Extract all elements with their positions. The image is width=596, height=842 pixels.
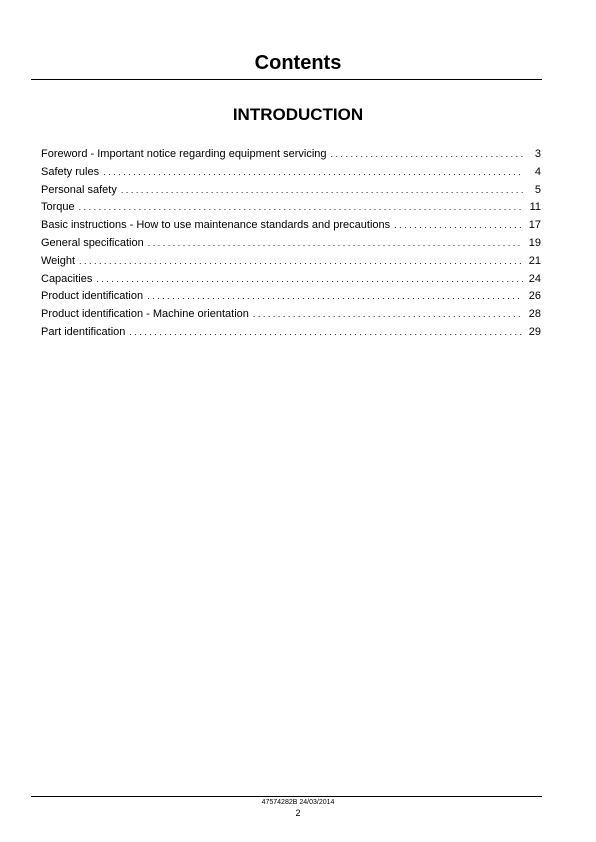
toc-entry-label: General specification xyxy=(41,236,144,249)
toc-entry-page: 26 xyxy=(528,290,541,303)
toc-entry-label: Personal safety xyxy=(41,183,117,196)
toc-entry-label: Weight xyxy=(41,254,76,267)
dot-leader xyxy=(394,217,523,235)
dot-leader xyxy=(96,271,523,289)
toc-entry-label: Torque xyxy=(41,201,75,214)
toc-entry-page: 19 xyxy=(528,236,541,249)
footer-divider xyxy=(31,796,542,797)
toc-entry-label: Foreword - Important notice regarding equipment servicing xyxy=(41,148,327,160)
dot-leader xyxy=(253,306,523,324)
document-code: 47574282B 24/03/2014 xyxy=(261,799,335,806)
toc-entry-label: Capacities xyxy=(41,272,93,285)
dot-leader xyxy=(129,324,523,342)
toc-entry-label: Product identification xyxy=(41,290,144,303)
toc-entry-label: Part identification xyxy=(41,325,126,338)
page-number: 2 xyxy=(295,808,301,818)
toc-entry-label: Product identification - Machine orientation xyxy=(41,308,249,321)
toc-entry-label: Basic instructions - How to use maintenance standards and precautions xyxy=(41,219,391,232)
page-title: Contents xyxy=(254,52,342,74)
header-divider xyxy=(31,79,542,80)
dot-leader xyxy=(103,164,523,182)
toc-entry-basic-instructions[interactable] xyxy=(41,217,541,235)
dot-leader xyxy=(147,288,523,306)
toc-entry-page: 29 xyxy=(528,325,541,338)
toc-entry-machine-orientation[interactable] xyxy=(41,306,541,324)
toc-entry-torque[interactable] xyxy=(41,199,541,217)
toc-entry-general-specification[interactable] xyxy=(41,235,541,253)
toc-entry-weight[interactable] xyxy=(41,253,541,271)
dot-leader xyxy=(148,235,523,253)
toc-entry-label: Safety rules xyxy=(41,165,100,178)
toc-entry-page: 4 xyxy=(534,165,541,178)
toc-entry-page: 17 xyxy=(528,219,541,232)
toc-entry-safety-rules[interactable] xyxy=(41,164,541,182)
toc-entry-page: 28 xyxy=(528,308,541,321)
dot-leader xyxy=(331,146,523,164)
toc-entry-page: 11 xyxy=(529,201,541,214)
dot-leader xyxy=(121,182,523,200)
dot-leader xyxy=(79,253,523,271)
toc-entry-capacities[interactable] xyxy=(41,271,541,289)
table-of-contents xyxy=(41,146,541,342)
toc-entry-part-identification[interactable] xyxy=(41,324,541,342)
toc-entry-product-identification[interactable] xyxy=(41,288,541,306)
dot-leader xyxy=(79,199,523,217)
toc-entry-personal-safety[interactable] xyxy=(41,182,541,200)
toc-entry-page: 3 xyxy=(534,148,541,160)
toc-entry-page: 21 xyxy=(528,254,541,267)
toc-entry-page: 24 xyxy=(528,272,541,285)
toc-entry-page: 5 xyxy=(534,183,541,196)
section-title: INTRODUCTION xyxy=(232,105,364,124)
toc-entry-foreword[interactable] xyxy=(41,146,541,164)
